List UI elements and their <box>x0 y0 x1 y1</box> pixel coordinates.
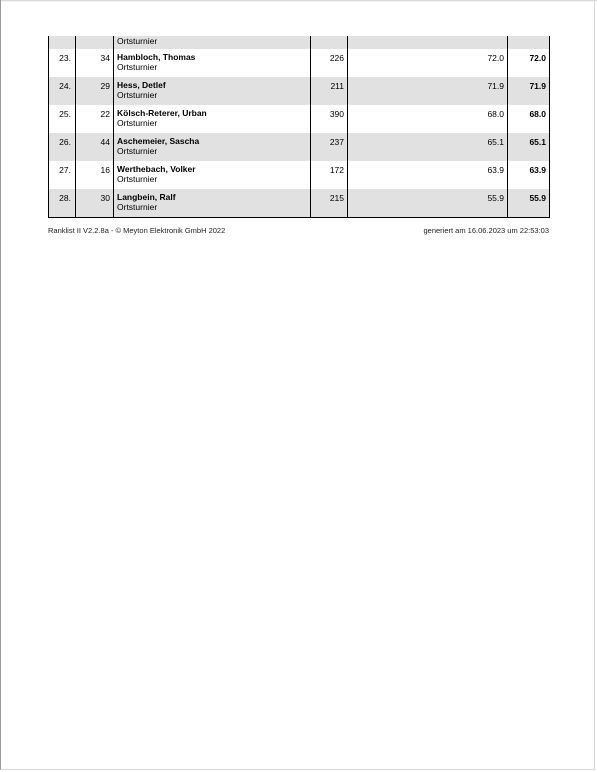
club-name: Ortsturnier <box>117 90 158 100</box>
cell-rank: 24. <box>49 77 76 105</box>
cell-total: 68.0 <box>508 105 550 133</box>
table-row-partial <box>49 36 550 49</box>
cell-shooter <box>114 36 311 49</box>
cell-rank: 27. <box>49 161 76 189</box>
cell-value2: 68.0 <box>348 105 508 133</box>
cell-shooter <box>114 189 311 217</box>
table-row <box>49 105 550 133</box>
cell-number: 44 <box>76 133 114 161</box>
cell-number <box>76 36 114 49</box>
club-name: Ortsturnier <box>117 36 158 46</box>
cell-total: 63.9 <box>508 161 550 189</box>
club-name: Ortsturnier <box>117 118 158 128</box>
cell-shooter <box>114 161 311 189</box>
cell-number: 22 <box>76 105 114 133</box>
cell-value1: 390 <box>311 105 348 133</box>
ranking-table-container <box>48 36 549 218</box>
cell-total <box>508 36 550 49</box>
shooter-name: Aschemeier, Sascha <box>117 136 200 146</box>
cell-value2 <box>348 36 508 49</box>
table-row <box>49 161 550 189</box>
cell-number: 30 <box>76 189 114 217</box>
cell-value2: 65.1 <box>348 133 508 161</box>
cell-shooter <box>114 49 311 77</box>
cell-rank: 28. <box>49 189 76 217</box>
shooter-name: Werthebach, Volker <box>117 164 196 174</box>
cell-value1: 226 <box>311 49 348 77</box>
cell-rank: 23. <box>49 49 76 77</box>
cell-total: 72.0 <box>508 49 550 77</box>
cell-shooter <box>114 105 311 133</box>
cell-total: 55.9 <box>508 189 550 217</box>
cell-shooter <box>114 77 311 105</box>
cell-value2: 63.9 <box>348 161 508 189</box>
footer-generated-timestamp: generiert am 16.06.2023 um 22:53:03 <box>423 226 549 235</box>
cell-value1: 172 <box>311 161 348 189</box>
cell-value2: 72.0 <box>348 49 508 77</box>
shooter-name: Kölsch-Reterer, Urban <box>117 108 207 118</box>
cell-number: 29 <box>76 77 114 105</box>
table-row <box>49 133 550 161</box>
table-row <box>49 77 550 105</box>
shooter-name: Hess, Detlef <box>117 80 166 90</box>
cell-value1: 211 <box>311 77 348 105</box>
club-name: Ortsturnier <box>117 202 158 212</box>
cell-number: 16 <box>76 161 114 189</box>
table-row <box>49 189 550 217</box>
club-name: Ortsturnier <box>117 174 158 184</box>
cell-rank <box>49 36 76 49</box>
cell-value2: 71.9 <box>348 77 508 105</box>
cell-value1: 237 <box>311 133 348 161</box>
cell-number: 34 <box>76 49 114 77</box>
shooter-name: Langbein, Ralf <box>117 192 176 202</box>
cell-total: 65.1 <box>508 133 550 161</box>
cell-rank: 25. <box>49 105 76 133</box>
cell-rank: 26. <box>49 133 76 161</box>
cell-value2: 55.9 <box>348 189 508 217</box>
cell-shooter <box>114 133 311 161</box>
cell-value1 <box>311 36 348 49</box>
footer-copyright: Ranklist II V2.2.8a - © Meyton Elektronik GmbH 2022 <box>48 226 226 235</box>
club-name: Ortsturnier <box>117 146 158 156</box>
table-row <box>49 49 550 77</box>
shooter-name: Hambloch, Thomas <box>117 52 196 62</box>
cell-total: 71.9 <box>508 77 550 105</box>
club-name: Ortsturnier <box>117 62 158 72</box>
ranking-table <box>48 36 550 218</box>
cell-value1: 215 <box>311 189 348 217</box>
